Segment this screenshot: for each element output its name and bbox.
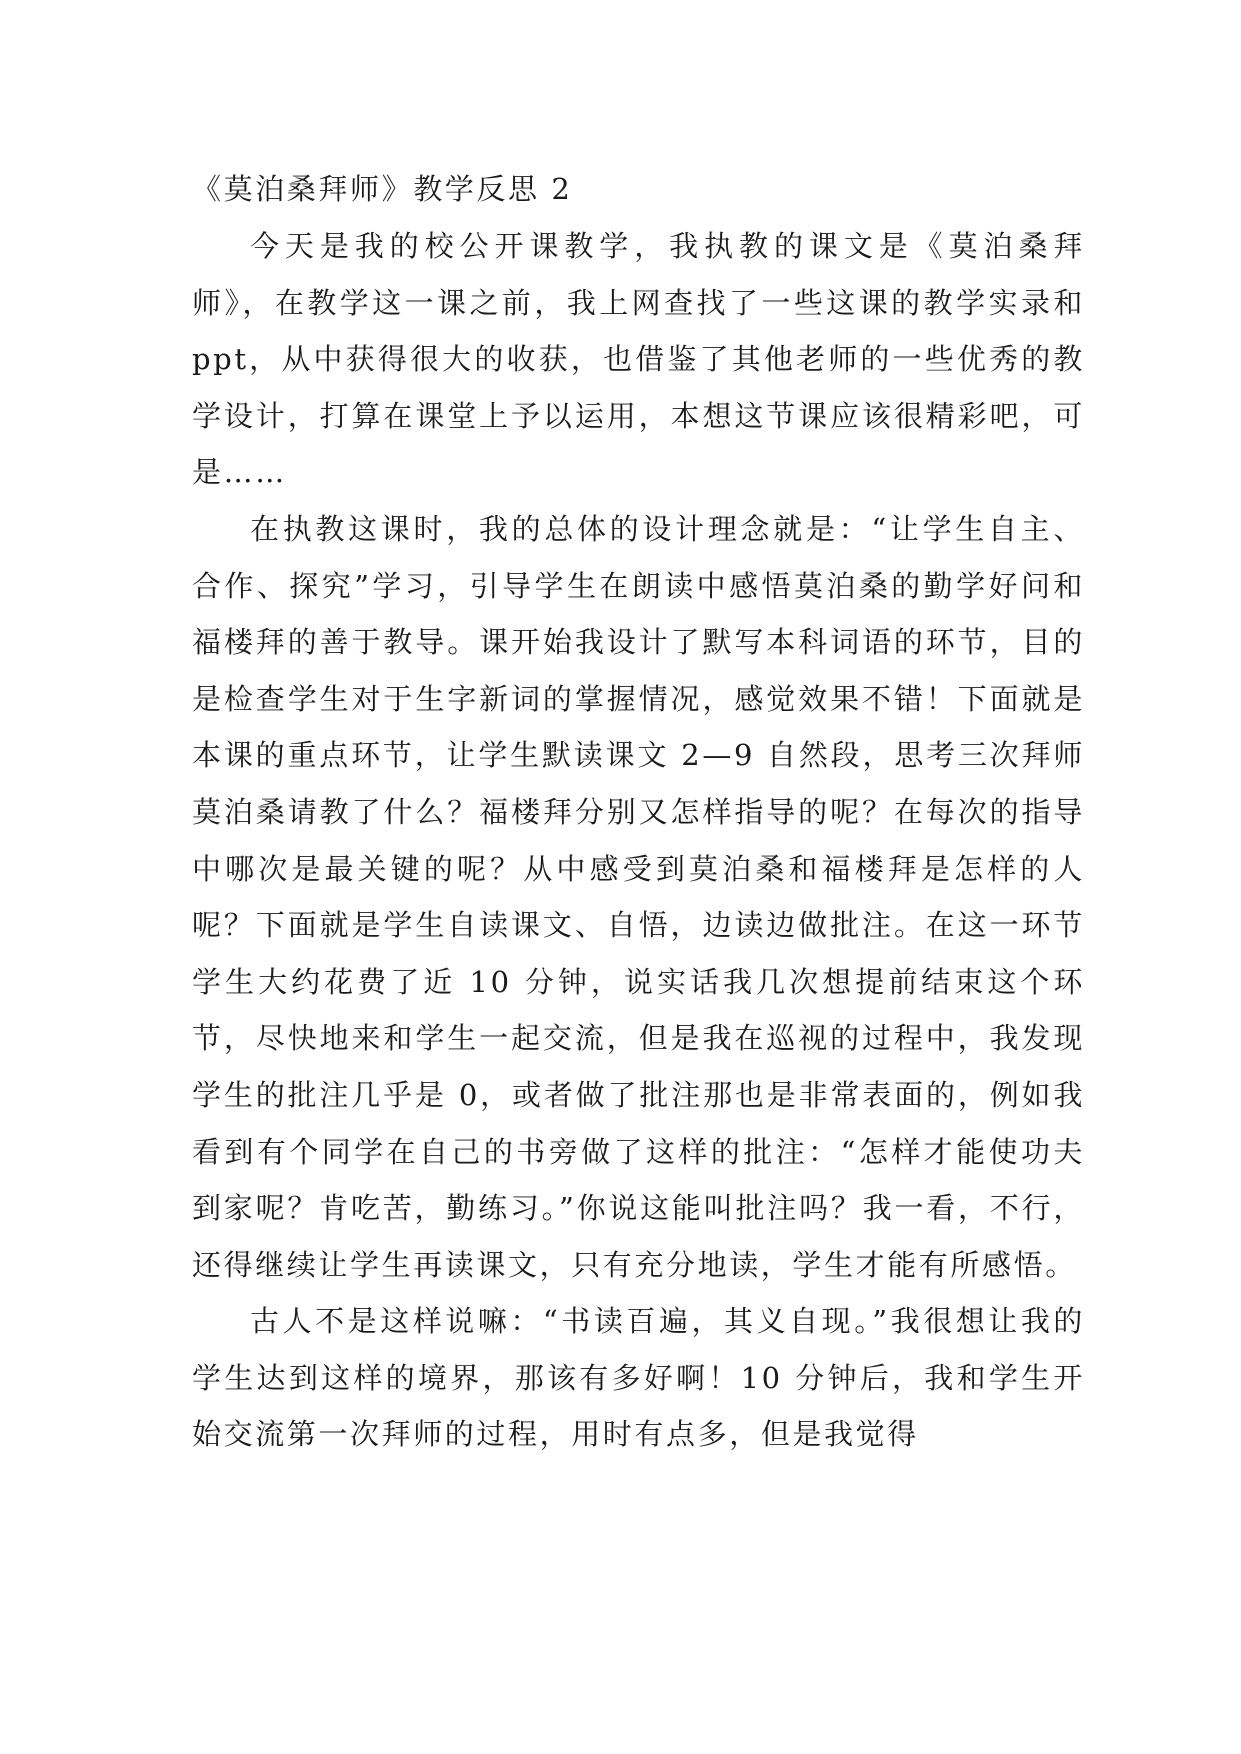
- paragraph-2: 在执教这课时，我的总体的设计理念就是：“让学生自主、合作、探究”学习，引导学生在朗读中感悟莫泊桑的勤学好问和福楼拜的善于教导。课开始我设计了默写本科词语的环节，目的是检查学生对于生字新词的掌握情况，感觉效果不错！下面就是本课的重点环节，让学生默读课文 2—9 自然段，思考三次拜师莫泊桑请教了什么？福楼拜分别又怎样指导的呢？在每次的指导中哪次是最关键的呢？从中感受到莫泊桑和福楼拜是怎样的人呢？下面就是学生自读课文、自悟，边读边做批注。在这一环节学生大约花费了近 10 分钟，说实话我几次想提前结束这个环节，尽快地来和学生一起交流，但是我在巡视的过程中，我发现学生的批注几乎是 0，或者做了批注那也是非常表面的，例如我看到有个同学在自己的书旁做了这样的批注：“怎样才能使功夫到家呢？肯吃苦，勤练习。”你说这能叫批注吗？我一看，不行，还得继续让学生再读课文，只有充分地读，学生才能有所感悟。: [192, 511, 1085, 1282]
- paragraph-3: 古人不是这样说嘛：“书读百遍，其义自现。”我很想让我的学生达到这样的境界，那该有多好啊！10 分钟后，我和学生开始交流第一次拜师的过程，用时有点多，但是我觉得: [192, 1304, 1085, 1452]
- paragraph-1: 今天是我的校公开课教学，我执教的课文是《莫泊桑拜师》，在教学这一课之前，我上网查找了一些这课的教学实录和 ppt，从中获得很大的收获，也借鉴了其他老师的一些优秀的教学设计，打算在课堂上予以运用，本想这节课应该很精彩吧，可是……: [192, 229, 1085, 490]
- document-title: 《莫泊桑拜师》教学反思 2: [192, 172, 573, 206]
- document-body: [192, 160, 1085, 1463]
